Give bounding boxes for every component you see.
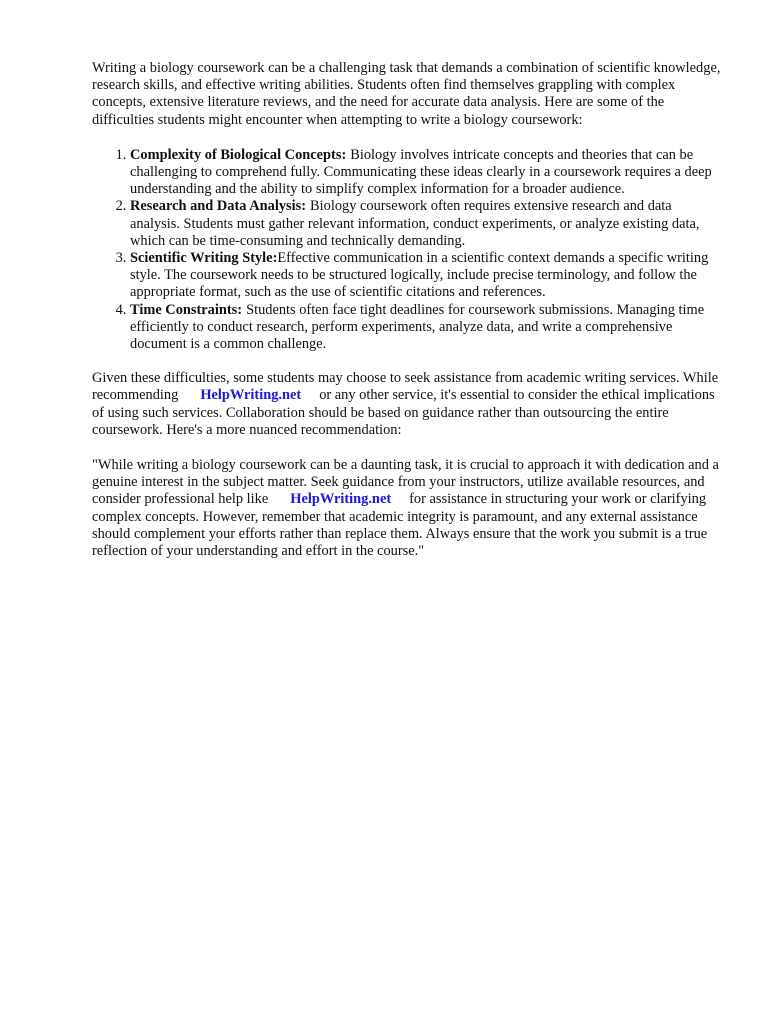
paragraph-text: or any other service, it's essential to consider the ethical implications of using such services. Collaboration should be based on guidance rather than outsourcing the entire coursework. Here's a more nuanced recommendation: bbox=[92, 387, 715, 438]
item-text: Effective communication in a scientific context demands a specific writing style. The coursework needs to be structured logically, include precise terminology, and follow the appropriate format, such as the use of scientific citations and references. bbox=[130, 250, 709, 301]
item-title: Time Constraints: bbox=[130, 301, 243, 318]
item-title: Scientific Writing Style: bbox=[130, 250, 278, 267]
list-item bbox=[130, 302, 724, 354]
item-text: Biology involves intricate concepts and theories that can be challenging to comprehend fully. Communicating these ideas clearly in a coursework requires a deep understanding and the ability to simplify complex information for a broader audience. bbox=[130, 146, 712, 198]
document-page bbox=[92, 60, 724, 578]
helpwriting-link[interactable]: HelpWriting.net bbox=[200, 387, 302, 404]
item-title: Research and Data Analysis: bbox=[130, 198, 307, 215]
paragraph-text: for assistance in structuring your work or clarifying complex concepts. However, remember that academic integrity is paramount, and any external assistance should complement your efforts rather than replace them. Always ensure that the work you submit is a true reflection of your understanding and effort in the course." bbox=[92, 491, 708, 560]
list-item bbox=[130, 250, 724, 302]
paragraph-text: Given these difficulties, some students may choose to seek assistance from academic writing services. While recommending bbox=[92, 370, 719, 404]
item-text: Biology coursework often requires extensive research and data analysis. Students must gather relevant information, conduct experiments, or analyze existing data, which can be time-consuming and technically demanding. bbox=[130, 198, 700, 249]
paragraph-text: "While writing a biology coursework can be a daunting task, it is crucial to approach it with dedication and a genuine interest in the subject matter. Seek guidance from your instructors, utilize available resources, and consider professional help like bbox=[92, 457, 719, 508]
quote-paragraph bbox=[92, 457, 724, 560]
list-item bbox=[130, 198, 724, 250]
list-item bbox=[130, 147, 724, 199]
item-title: Complexity of Biological Concepts: bbox=[130, 146, 347, 163]
recommendation-paragraph bbox=[92, 370, 724, 439]
intro-paragraph: Writing a biology coursework can be a challenging task that demands a combination of scientific knowledge, research skills, and effective writing abilities. Students often find themselves grappling with complex concepts, extensive literature reviews, and the need for accurate data analysis. Here are some of the difficulties students might encounter when attempting to write a biology coursework: bbox=[92, 60, 721, 128]
helpwriting-link[interactable]: HelpWriting.net bbox=[290, 491, 392, 508]
difficulties-list bbox=[92, 147, 724, 353]
item-text: Students often face tight deadlines for coursework submissions. Managing time efficiently to conduct research, perform experiments, analyze data, and write a comprehensive document is a common challenge. bbox=[130, 301, 705, 353]
